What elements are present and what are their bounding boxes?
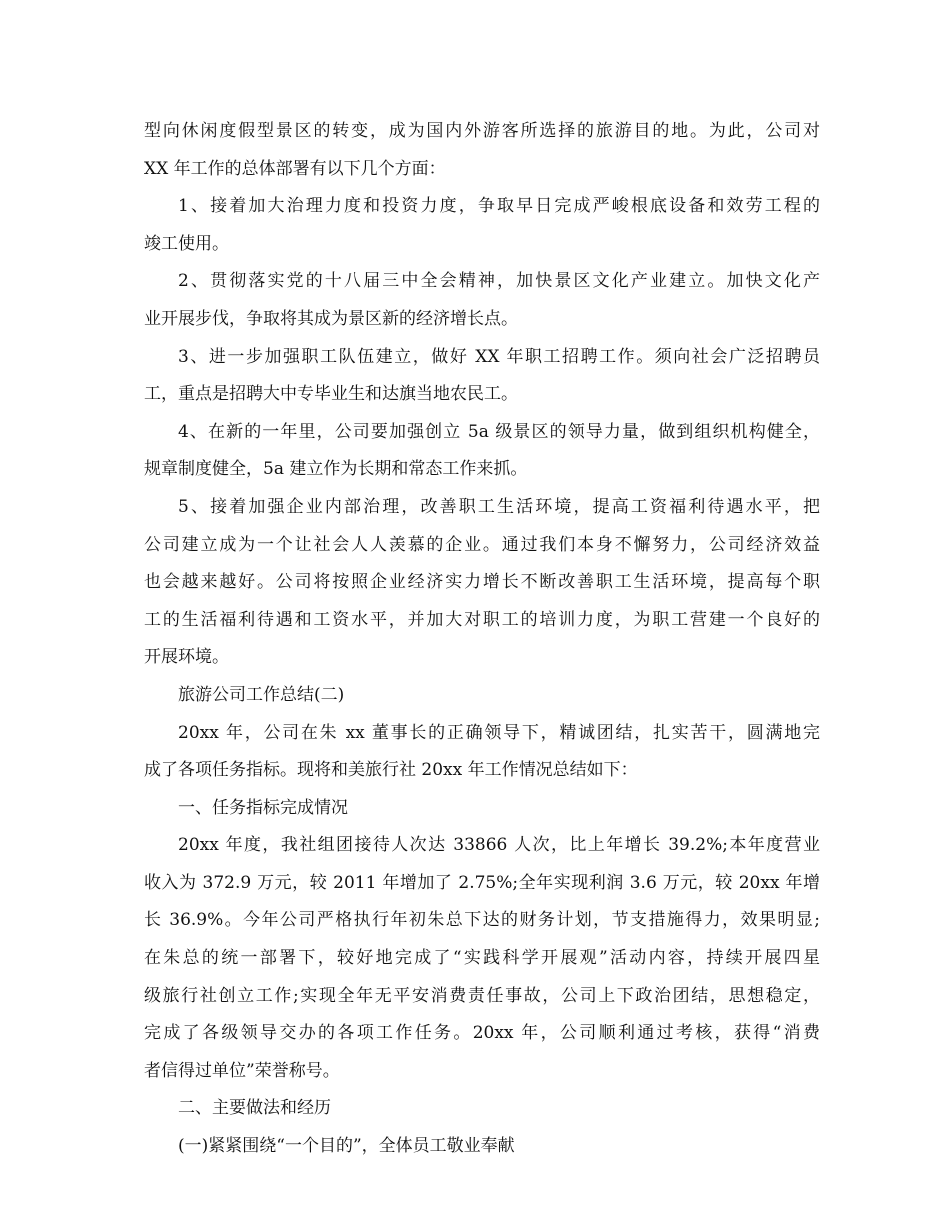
text-line-2: XX 年工作的总体部署有以下几个方面： [144, 158, 446, 179]
list-item-2: 2、贯彻落实党的十八届三中全会精神，加快景区文化产业建立。加快文化产 [178, 271, 820, 292]
list-item-3: 3、进一步加强职工队伍建立，做好 XX 年职工招聘工作。须向社会广泛招聘员 [178, 346, 820, 367]
text-line-23: 在朱总的统一部署下，较好地完成了“实践科学开展观”活动内容，持续开展四星 [144, 948, 820, 969]
text-line-26: 者信得过单位”荣誉称号。 [144, 1060, 340, 1081]
document-body [144, 113, 820, 1166]
text-line-25: 完成了各级领导交办的各项工作任务。20xx 年，公司顺利通过考核，获得“消费 [144, 1023, 820, 1044]
text-line-14: 工的生活福利待遇和工资水平，并加大对职工的培训力度，为职工营建一个良好的 [144, 609, 820, 630]
paragraph-metrics: 20xx 年度，我社组团接待人次达 33866 人次，比上年增长 39.2%;本年度营业 [178, 835, 820, 856]
text-line-21: 收入为 372.9 万元，较 2011 年增加了 2.75%;全年实现利润 3.6 万元，较 20xx 年增 [144, 872, 820, 893]
text-line-15: 开展环境。 [144, 647, 229, 668]
heading-task-completion: 一、任务指标完成情况 [178, 797, 348, 818]
list-item-1: 1、接着加大治理力度和投资力度，争取早日完成严峻根底设备和效劳工程的 [178, 196, 820, 217]
text-line-18: 成了各项任务指标。现将和美旅行社 20xx 年工作情况总结如下： [144, 760, 638, 781]
subheading-one-goal: (一)紧紧围绕“一个目的”，全体员工敬业奉献 [178, 1136, 515, 1157]
text-line-4: 竣工使用。 [144, 233, 229, 254]
heading-main-practices: 二、主要做法和经历 [178, 1098, 331, 1119]
list-item-4: 4、在新的一年里，公司要加强创立 5a 级景区的领导力量，做到组织机构健全， [178, 421, 820, 442]
list-item-5: 5、接着加强企业内部治理，改善职工生活环境，提高工资福利待遇水平，把 [178, 496, 820, 517]
text-line-1: 型向休闲度假型景区的转变，成为国内外游客所选择的旅游目的地。为此，公司对 [144, 121, 820, 141]
text-line-10: 规章制度健全，5a 建立作为长期和常态工作来抓。 [144, 459, 528, 480]
text-line-12: 公司建立成为一个让社会人人羡慕的企业。通过我们本身不懈努力，公司经济效益 [144, 534, 820, 555]
paragraph-intro: 20xx 年，公司在朱 xx 董事长的正确领导下，精诚团结，扎实苦干，圆满地完 [178, 722, 820, 743]
text-line-22: 长 36.9%。今年公司严格执行年初朱总下达的财务计划，节支措施得力，效果明显; [144, 910, 820, 931]
text-line-6: 业开展步伐，争取将其成为景区新的经济增长点。 [144, 308, 518, 329]
text-line-13: 也会越来越好。公司将按照企业经济实力增长不断改善职工生活环境，提高每个职 [144, 572, 820, 593]
text-line-8: 工，重点是招聘大中专毕业生和达旗当地农民工。 [144, 384, 518, 405]
section-title: 旅游公司工作总结(二) [178, 684, 345, 705]
text-line-24: 级旅行社创立工作;实现全年无平安消费责任事故，公司上下政治团结，思想稳定， [144, 985, 820, 1006]
